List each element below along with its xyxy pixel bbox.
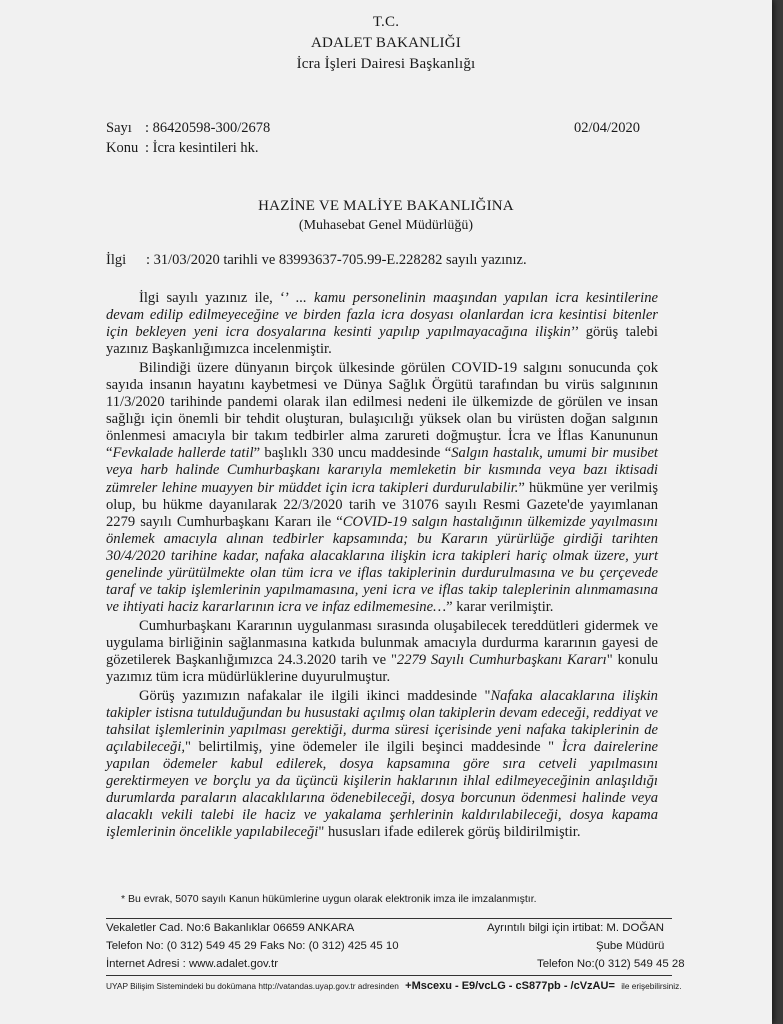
header-tc: T.C. <box>372 14 400 30</box>
footer-divider <box>106 918 672 919</box>
footer-contact: Ayrıntılı bilgi için irtibat: M. DOĞAN <box>487 922 665 934</box>
text-run: Cumhurbaşkanı Kararının uygulanması sırasında oluşabilecek tereddütleri gidermek ve uygulama birliğinin sağlanmasına katkıda bulunmak amacıyla durdurma kararının gayesi de gözetilerek Başkanlığımızca 24.3.2020 tarih ve " <box>106 617 658 668</box>
recipient-subtitle: (Muhasebat Genel Müdürlüğü) <box>298 218 474 233</box>
text-run: ” hükmüne yer verilmiş olup, bu hükme dayanılarak 22/3/2020 tarih ve 31076 sayılı Resmi Gazete'de yayımlanan 2279 sayılı Cumhurbaşkanı Kararı ile “ <box>106 479 659 530</box>
text-run: Bilindiği üzere dünyanın birçok ülkesinde görülen COVID-19 salgını sonucunda çok sayıda insanın hayatını kaybetmesi ve Dünya Sağlık Örgütü tarafından bu virüs salgınının 11/3/2020 tarihinde pandemi olarak ilan edilmesi nedeni ile ülkemizde de görülen ve insan sağlığı için önemli bir tehdit oluşturan, bulaşıcılığı yüksek olan bu virüsten doğan salgının önlenmesi amacıyla bir takım tedbirler alma zarureti doğmuştur. İcra ve İflas Kanununun “ <box>106 360 658 462</box>
internet-label: İnternet Adresi : <box>106 958 189 970</box>
text-run: " konulu yazımız tüm icra müdürlüklerine duyurulmuştur. <box>106 651 658 686</box>
quoted-text: 2279 Sayılı Cumhurbaşkanı Kararı <box>396 651 607 668</box>
footer-contact-phone: Telefon No:(0 312) 549 45 28 <box>537 958 685 970</box>
paragraph-4 <box>106 688 658 841</box>
sayi-value: : 86420598-300/2678 <box>145 120 271 136</box>
quoted-text: Salgın hastalık, umumi bir musibet veya harb halinde Cumhurbaşkanı kararıyla memleketin bir kısmında veya bazı iktisadi zümreler lehine muayyen bir müddet için icra takipleri durdurulabilir. <box>106 445 658 496</box>
text-run: İlgi sayılı yazınız ile, ‘’ <box>139 290 296 306</box>
quoted-text: ... kamu personelinin maaşından yapılan icra kesintilerine devam edilip edilmeyeceğine ve birden fazla icra dosyası olanlardan icra kesintisi bitenler için bekleyen yeni icra dosyalarına kesinti yapılıp yapılmayacağına ilişkin <box>106 290 658 341</box>
sayi-label: Sayı <box>106 120 132 136</box>
uyap-code: +Mscexu - E9/vcLG - cS877pb - /cVzAU= <box>405 980 615 992</box>
uyap-suffix: ile erişebilirsiniz. <box>621 981 682 991</box>
paragraph-3 <box>106 618 658 686</box>
quoted-text: İcra dairelerine yapılan ödemeler kabul edilerek, dosya kapsamına göre sıra cetveli yapılmasını gerektirmeyen ve borçlu ya da üçüncü kişilerin haklarının ihlal edilmeyeceğinin anlaşıldığı durumlarda paraların alacaklılarına ödenebileceği, dosya borcunun ödenmesi halinde veya alacaklı vekili talebi ile haciz ve yakalama şerhlerinin kaldırılabileceği, dosya kapama işlemlerinin öncelikle yapılabileceği <box>106 739 658 841</box>
konu-value: : İcra kesintileri hk. <box>145 140 259 156</box>
footer-divider-2 <box>106 975 672 976</box>
header-ministry: ADALET BAKANLIĞI <box>311 35 461 51</box>
ilgi-value: : 31/03/2020 tarihli ve 83993637-705.99-E.228282 sayılı yazınız. <box>146 252 527 268</box>
quoted-text: COVID-19 salgın hastalığının ülkemizde yayılmasını önlemek amacıyla alınan tedbirler kapsamında; bu Kararın yürürlüğe girdiği tarihten 30/4/2020 tarihine kadar, nafaka alacaklarına ilişkin icra takipleri hariç olmak üzere, yurt genelinde yürütülmekte olan tüm icra ve iflas takiplerinin durdurulmasına ve bu çerçevede taraf ve takip işlemlerinin yapılmamasına, yeni icra ve iflas takip taleplerinin alınmamasına ve ihtiyati haciz kararlarının icra ve infaz edilmemesine… <box>106 513 658 615</box>
letter-body <box>106 290 658 844</box>
text-run: " hususları ifade edilerek görüş bildirilmiştir. <box>318 824 581 841</box>
uyap-prefix: UYAP Bilişim Sistemindeki bu dokümana http://vatandas.uyap.gov.tr adresinden <box>106 981 399 991</box>
text-run: " belirtilmiş, yine ödemeler ile ilgili beşinci maddesinde " <box>185 739 562 756</box>
footer-internet <box>106 958 278 970</box>
quoted-text: Nafaka alacaklarına ilişkin takipler istisna tutulduğundan bu husustaki açılmış olan takiplerin devam edeceği, reddiyat ve tahsilat işlemlerinin yapılması gerektiği, durma süresi içerisinde yeni nafaka takiplerinin de açılabileceği, <box>106 688 658 756</box>
e-signature-note: * Bu evrak, 5070 sayılı Kanun hükümlerine uygun olarak elektronik imza ile imzalanmıştır. <box>121 893 537 905</box>
paragraph-1 <box>106 290 658 358</box>
text-run: ’’ görüş talebi yazınız Başkanlığımızca incelenmiştir. <box>106 324 658 358</box>
text-run: ” başlıklı 330 uncu maddesinde “ <box>253 445 452 462</box>
recipient-title: HAZİNE VE MALİYE BAKANLIĞINA <box>258 198 514 214</box>
quoted-text: Fevkalade hallerde tatil <box>112 445 254 462</box>
footer-role: Şube Müdürü <box>596 940 665 952</box>
uyap-verification <box>106 980 682 992</box>
text-run: Görüş yazımızın nafakalar ile ilgili ikinci maddesinde " <box>139 688 491 705</box>
ilgi-label: İlgi <box>106 252 127 268</box>
header-department: İcra İşleri Dairesi Başkanlığı <box>296 56 476 72</box>
website-link[interactable]: www.adalet.gov.tr <box>188 958 279 970</box>
text-run: ” karar verilmiştir. <box>446 598 554 615</box>
document-date: 02/04/2020 <box>574 120 641 136</box>
footer-address: Vekaletler Cad. No:6 Bakanlıklar 06659 ANKARA <box>106 922 355 934</box>
konu-label: Konu <box>106 140 139 156</box>
footer-phone-fax: Telefon No: (0 312) 549 45 29 Faks No: (0 312) 425 45 10 <box>106 940 399 952</box>
paragraph-2 <box>106 360 658 616</box>
